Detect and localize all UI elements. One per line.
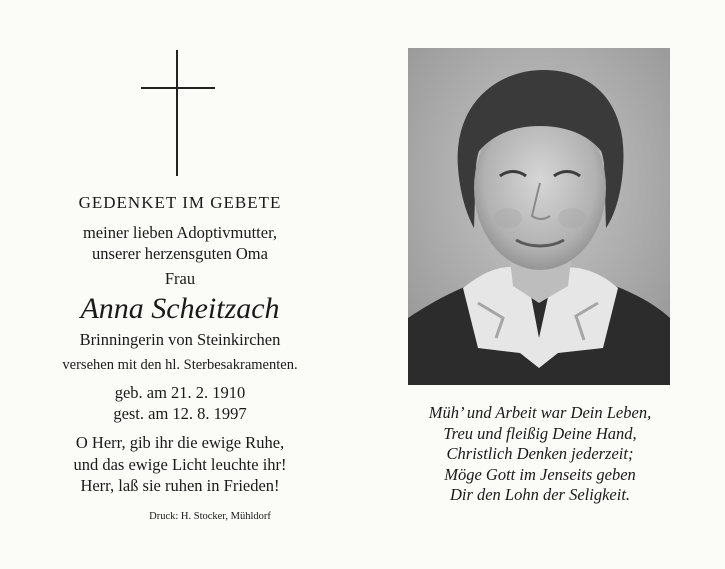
title-frau: Frau (164, 269, 196, 288)
prayer-line-2: und das ewige Licht leuchte ihr! (73, 454, 287, 474)
heading: GEDENKET IM GEBETE (78, 193, 282, 212)
place-of-origin: Brinningerin von Steinkirchen (79, 330, 281, 349)
deceased-name: Anna Scheitzach (80, 292, 280, 325)
prayer-line-3: Herr, laß sie ruhen in Frieden! (80, 476, 280, 495)
death-date: gest. am 12. 8. 1997 (113, 404, 247, 423)
life-dates (30, 382, 330, 424)
dedication-line-1: meiner lieben Adoptivmutter, (82, 223, 278, 242)
verse-line-3: Christlich Denken jederzeit; (446, 444, 634, 463)
verse-line-4: Möge Gott im Jenseits geben (444, 464, 636, 484)
verse-line-1: Müh’ und Arbeit war Dein Leben, (428, 403, 652, 422)
prayer (30, 432, 330, 475)
verse-line-5: Dir den Lohn der Seligkeit. (449, 485, 631, 504)
sacraments-line: versehen mit den hl. Sterbesakramenten. (62, 357, 298, 373)
printer-credit: Druck: H. Stocker, Mühldorf (149, 511, 271, 522)
dedication-line-2: unserer herzensguten Oma (92, 244, 268, 263)
prayer-line-1: O Herr, gib ihr die ewige Ruhe, (75, 433, 285, 452)
cross-vertical-bar (176, 50, 178, 176)
portrait-photo (408, 48, 670, 385)
cross-icon (141, 50, 215, 176)
memorial-verse (380, 403, 700, 506)
verse-line-2: Treu und fleißig Deine Hand, (443, 423, 637, 443)
cross-horizontal-bar (141, 87, 215, 89)
dedication (30, 222, 330, 264)
birth-date: geb. am 21. 2. 1910 (114, 383, 246, 402)
